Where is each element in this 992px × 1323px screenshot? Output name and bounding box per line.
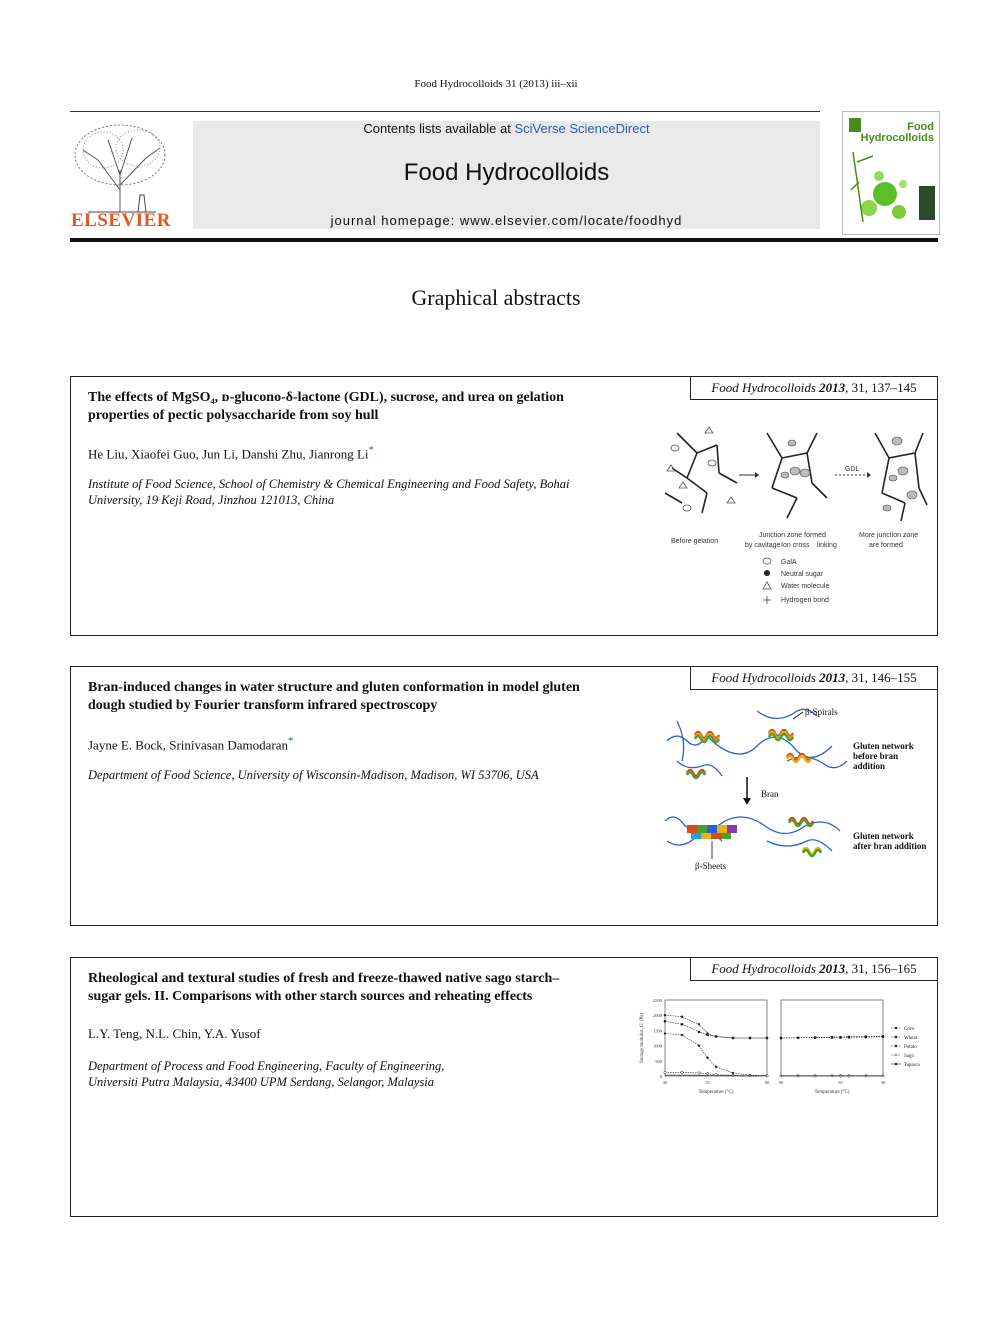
x-tick-label: 90: [778, 1080, 784, 1085]
article-title-line2: sugar gels. II. Comparisons with other starch sources and reheating effects: [88, 989, 533, 1004]
authors: [88, 735, 293, 753]
running-head: Food Hydrocolloids 31 (2013) iii–xii: [414, 78, 578, 90]
citation-tag[interactable]: [690, 957, 938, 981]
data-point: [780, 1037, 782, 1039]
affiliation: [88, 476, 608, 508]
affiliation: [88, 1058, 608, 1090]
y-tick-label: 0: [659, 1074, 662, 1079]
corresponding-author-icon[interactable]: *: [288, 735, 294, 747]
y-axis-label: Storage modulus, G' (Pa): [640, 1012, 645, 1064]
x-tick-label: 55: [705, 1080, 710, 1085]
article-title-line2: properties of pectic polysaccharide from soy hull: [88, 408, 379, 423]
gelation-mechanism-figure: [657, 413, 929, 617]
y-tick-label: 500: [655, 1058, 662, 1064]
y-tick-label: 2500: [653, 998, 662, 1003]
citation-volume-pages: , 31, 156–165: [845, 961, 917, 976]
abstract-card-3: [70, 957, 938, 1217]
data-point: [715, 1035, 717, 1037]
legend-hydrogen-bond: Hydrogen bond: [781, 597, 829, 604]
publisher-logo-text: ELSEVIER: [70, 210, 172, 231]
beta-sheets-label: β-Sheets: [695, 861, 727, 871]
x-tick-label: 30: [880, 1080, 886, 1085]
journal-banner: [193, 121, 820, 229]
network-junction: [767, 433, 827, 518]
data-point: [839, 1036, 841, 1038]
author-list: He Liu, Xiaofei Guo, Jun Li, Danshi Zhu, Jianrong Li: [88, 446, 369, 462]
data-point: [664, 1071, 666, 1073]
caption-by-cavitage: by cavitage: [745, 542, 781, 549]
journal-title: Food Hydrocolloids: [403, 159, 610, 186]
data-point: [732, 1037, 734, 1039]
top-rule: [70, 111, 820, 112]
legend-marker: [895, 1045, 897, 1047]
article-title[interactable]: [88, 679, 628, 715]
article-title-line1: The effects of MgSO₄, ᴅ-glucono-δ-lactone (GDL), sucrose, and urea on gelation: [88, 390, 564, 405]
legend-water: Water molecule: [781, 583, 830, 590]
abstract-card-2: [70, 666, 938, 926]
affiliation-line2: Universiti Putra Malaysia, 43400 UPM Serdang, Selangor, Malaysia: [88, 1075, 435, 1089]
y-tick-label: 2000: [653, 1013, 662, 1019]
legend-marker: [895, 1054, 897, 1056]
gluten-strands-before: [667, 709, 847, 776]
gluten-network-figure: [657, 701, 929, 873]
data-point: [865, 1036, 867, 1038]
data-point: [698, 1031, 700, 1033]
citation-journal: Food Hydrocolloids: [711, 961, 816, 976]
gala-icon: [763, 558, 771, 564]
citation-volume-pages: , 31, 137–145: [845, 380, 917, 395]
article-title[interactable]: [88, 970, 608, 1006]
legend-label: Corn: [904, 1026, 914, 1032]
legend-label: Sago: [904, 1053, 914, 1059]
y-tick-label: 1500: [653, 1028, 662, 1034]
legend-label: Tapioca: [904, 1062, 920, 1068]
data-point: [664, 1032, 667, 1035]
article-title-line2: dough studied by Fourier transform infrared spectroscopy: [88, 698, 438, 713]
series-line-potato: [665, 1033, 767, 1075]
bran-label: Bran: [761, 789, 779, 799]
article-title-line1: Bran-induced changes in water structure and gluten conformation in model gluten: [88, 680, 580, 695]
after-label-line2: after bran addition: [853, 841, 927, 851]
caption-are-formed: are formed: [869, 542, 903, 549]
data-point: [831, 1036, 833, 1038]
elsevier-tree-icon: [68, 120, 174, 216]
data-point: [706, 1034, 708, 1036]
citation-tag[interactable]: [690, 666, 938, 690]
data-point: [797, 1037, 799, 1039]
x-tick-label: 30: [662, 1080, 668, 1085]
data-point: [706, 1072, 708, 1074]
affiliation-line2: University, 19 Keji Road, Jinzhou 121013, China: [88, 493, 335, 507]
citation-year: 2013: [819, 961, 846, 976]
section-title: Graphical abstracts: [411, 285, 581, 310]
figure-legend: [763, 558, 829, 604]
x-axis-label: Temperature (°C): [698, 1090, 734, 1095]
x-tick-label: 55: [838, 1080, 843, 1085]
water-molecule-icon: [763, 582, 771, 589]
citation-volume-pages: , 31, 146–155: [845, 670, 917, 685]
data-point: [698, 1072, 700, 1074]
legend-marker: [895, 1036, 897, 1038]
journal-homepage[interactable]: journal homepage: www.elsevier.com/locate/foodhyd: [330, 213, 683, 228]
journal-cover[interactable]: [842, 111, 940, 235]
data-point: [664, 1020, 666, 1022]
data-point: [848, 1036, 850, 1038]
legend-marker: [895, 1027, 897, 1029]
legend-marker: [895, 1063, 897, 1065]
affiliation-line1: Department of Process and Food Engineering, Faculty of Engineering,: [88, 1059, 445, 1073]
citation-journal: Food Hydrocolloids: [711, 380, 816, 395]
citation-journal: Food Hydrocolloids: [711, 670, 816, 685]
authors: [88, 1026, 261, 1042]
neutral-sugar-icon: [764, 570, 770, 576]
beta-spiral-icon: [687, 730, 811, 778]
citation-year: 2013: [819, 670, 846, 685]
caption-before-gelation: Before gelation: [671, 538, 719, 545]
contents-line: [193, 121, 820, 136]
caption-more-junction: More junction zone: [859, 532, 919, 539]
cover-title-line1: Food: [907, 121, 934, 133]
beta-sheet-icon: [687, 825, 737, 839]
x-axis-label: Temperature (°C): [814, 1090, 850, 1095]
after-label-line1: Gluten network: [853, 831, 914, 841]
before-label-line2: before bran: [853, 751, 899, 761]
data-point: [681, 1071, 683, 1073]
caption-ion-cross: Ion cross: [781, 542, 810, 549]
x-tick-label: 90: [764, 1080, 770, 1085]
beta-spirals-label: β-Spirals: [805, 707, 838, 717]
data-point: [681, 1016, 683, 1018]
article-title-line1: Rheological and textural studies of fresh and freeze-thawed native sago starch–: [88, 971, 560, 986]
before-label-line3: addition: [853, 761, 886, 771]
header-thick-rule: [70, 238, 938, 242]
gdl-label: GDL: [845, 466, 860, 473]
caption-junction-zone: Junction zone formed: [759, 532, 826, 539]
y-tick-label: 1000: [653, 1043, 662, 1049]
abstract-card-1: [70, 376, 938, 636]
legend-neutral-sugar: Neutral sugar: [781, 571, 824, 578]
author-list: Jayne E. Bock, Srinivasan Damodaran: [88, 737, 289, 753]
affiliation-line1: Department of Food Science, University of Wisconsin-Madison, Madison, WI 53706, USA: [88, 768, 539, 782]
citation-year: 2013: [819, 380, 846, 395]
elsevier-logo[interactable]: [68, 120, 174, 236]
data-point: [749, 1037, 751, 1039]
data-point: [681, 1033, 684, 1036]
data-point: [882, 1036, 884, 1038]
author-list: L.Y. Teng, N.L. Chin, Y.A. Yusof: [88, 1026, 261, 1041]
affiliation-line1: Institute of Food Science, School of Chemistry & Chemical Engineering and Food Safety, Bohai: [88, 477, 570, 491]
data-point: [766, 1037, 768, 1039]
authors: [88, 444, 374, 462]
data-point: [681, 1023, 683, 1025]
cover-title-line2: Hydrocolloids: [860, 132, 934, 144]
legend-label: Potato: [904, 1044, 917, 1050]
cover-art: [843, 112, 939, 234]
article-title[interactable]: [88, 389, 608, 425]
data-point: [698, 1023, 700, 1025]
hydrogen-bond-icon: [763, 596, 771, 604]
corresponding-author-icon[interactable]: *: [368, 444, 374, 456]
legend-gala: GalA: [781, 559, 797, 566]
contents-prefix: Contents lists available at: [363, 121, 515, 136]
storage-modulus-chart: [633, 994, 929, 1102]
legend-label: Wheat: [904, 1035, 918, 1041]
data-point: [814, 1036, 816, 1038]
citation-tag[interactable]: [690, 376, 938, 400]
affiliation: [88, 767, 648, 783]
sciencedirect-link[interactable]: SciVerse ScienceDirect: [514, 121, 650, 136]
data-point: [664, 1014, 666, 1016]
caption-linking: linking: [817, 542, 837, 549]
before-label-line1: Gluten network: [853, 741, 914, 751]
